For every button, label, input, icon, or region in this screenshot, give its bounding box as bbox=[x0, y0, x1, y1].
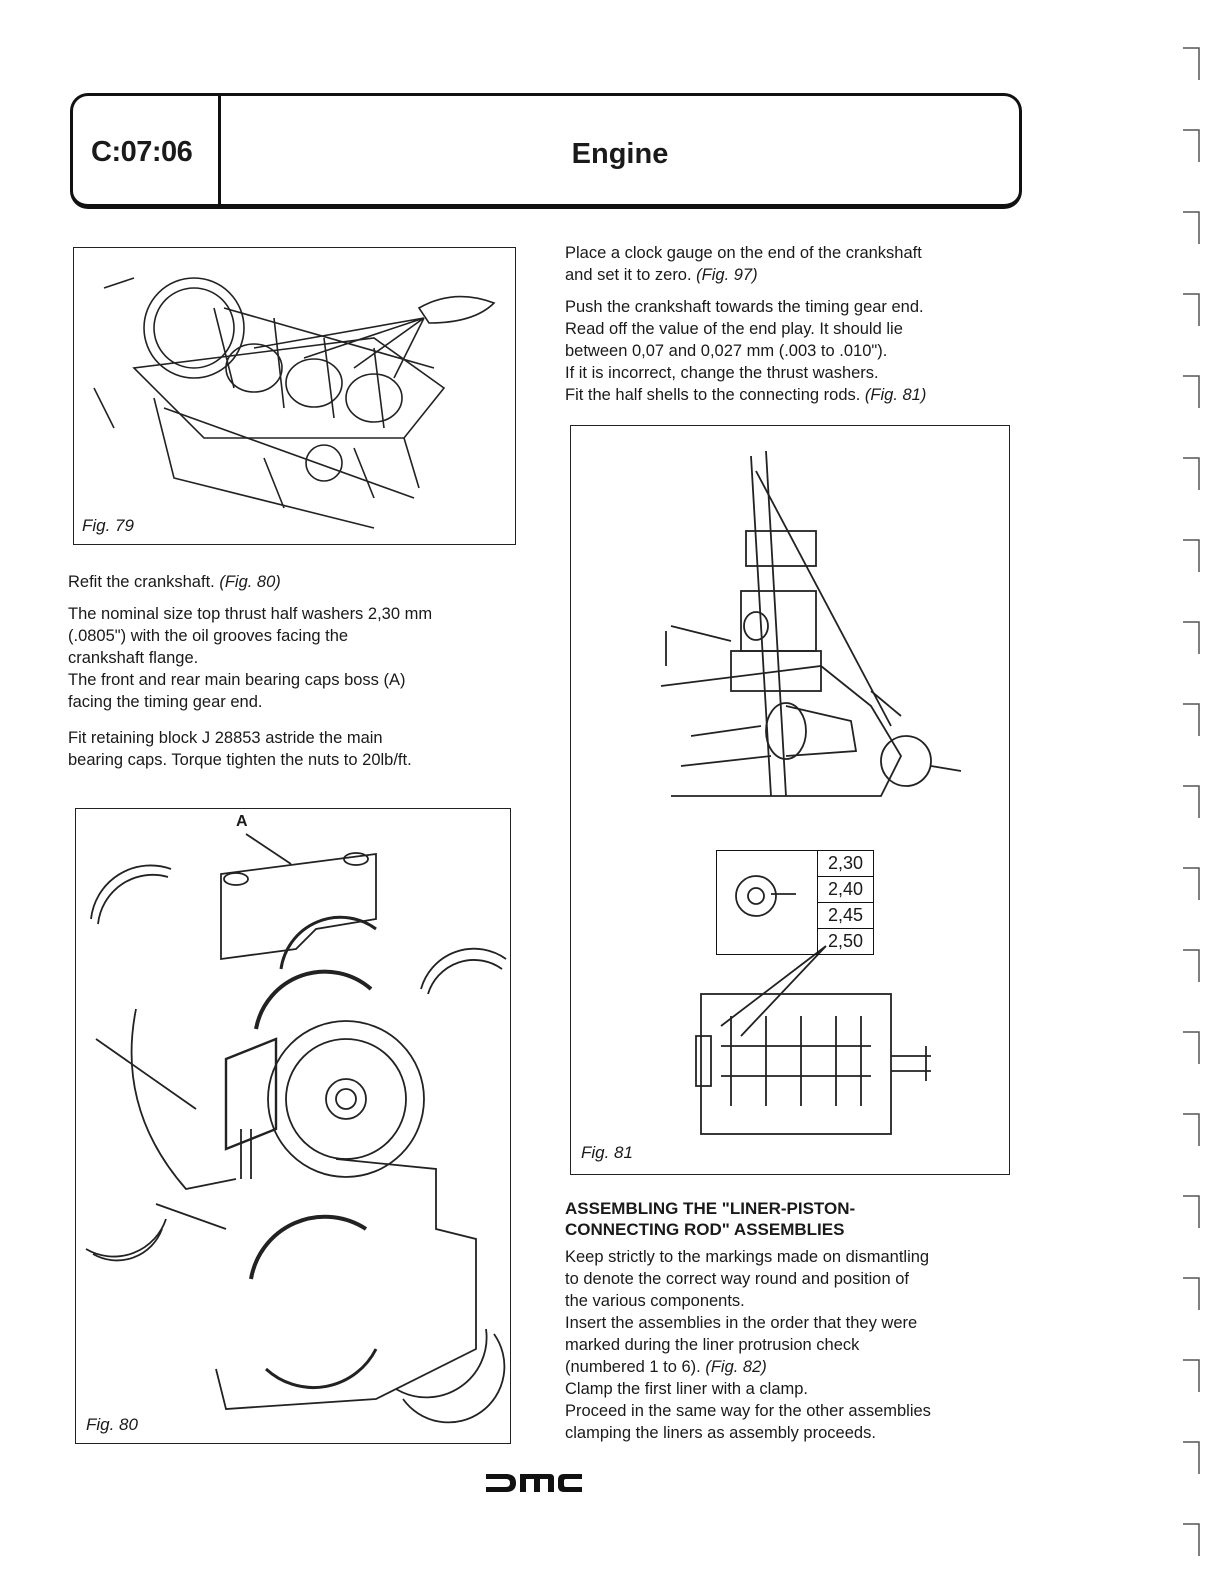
paragraph bbox=[68, 571, 528, 593]
text-line: If it is incorrect, change the thrust washers. bbox=[565, 364, 879, 382]
text-line: between 0,07 and 0,027 mm (.003 to .010"). bbox=[565, 342, 888, 360]
paragraph bbox=[68, 603, 528, 713]
engine-block-illustration bbox=[74, 248, 514, 543]
text-line bbox=[565, 264, 1015, 286]
left-column-text bbox=[68, 571, 528, 781]
right-column-text bbox=[565, 242, 1015, 416]
text-line: Fit retaining block J 28853 astride the main bbox=[68, 729, 383, 747]
text-line: marked during the liner protrusion check bbox=[565, 1336, 860, 1354]
text-line: Proceed in the same way for the other assemblies bbox=[565, 1402, 931, 1420]
text-line: clamping the liners as assembly proceeds. bbox=[565, 1424, 876, 1442]
paragraph bbox=[68, 727, 528, 771]
page-header bbox=[70, 93, 1022, 209]
text-line: bearing caps. Torque tighten the nuts to 20lb/ft. bbox=[68, 751, 412, 769]
size-value: 2,30 bbox=[818, 851, 874, 877]
text-line: Keep strictly to the markings made on dismantling bbox=[565, 1248, 930, 1266]
washer-icon-cell bbox=[717, 851, 818, 955]
text-line bbox=[565, 384, 1015, 406]
figure-caption: Fig. 80 bbox=[86, 1415, 138, 1434]
callout-label: A bbox=[236, 813, 248, 830]
right-column-lower-text bbox=[565, 1198, 1015, 1454]
text-line: Place a clock gauge on the end of the crankshaft bbox=[565, 244, 922, 262]
text-span: (numbered 1 to 6). bbox=[565, 1358, 706, 1376]
text-line: facing the timing gear end. bbox=[68, 693, 263, 711]
figure-caption: Fig. 81 bbox=[581, 1143, 633, 1162]
paragraph bbox=[565, 1246, 1015, 1444]
text-line: Read off the value of the end play. It should lie bbox=[565, 320, 903, 338]
text-line: The nominal size top thrust half washers 2,30 mm bbox=[68, 605, 433, 623]
text-line: crankshaft flange. bbox=[68, 649, 199, 667]
margin-tab-marks bbox=[1161, 0, 1221, 1592]
figure-reference: (Fig. 80) bbox=[219, 573, 281, 591]
figure-80 bbox=[75, 808, 511, 1444]
text-line: Push the crankshaft towards the timing gear end. bbox=[565, 298, 924, 316]
text-span: and set it to zero. bbox=[565, 266, 697, 284]
clock-gauge-illustration bbox=[571, 426, 1008, 1173]
figure-reference: (Fig. 97) bbox=[696, 266, 758, 284]
text-line: (.0805") with the oil grooves facing the bbox=[68, 627, 349, 645]
size-value: 2,50 bbox=[818, 929, 874, 955]
paragraph bbox=[565, 296, 1015, 406]
paragraph bbox=[565, 242, 1015, 286]
figure-caption: Fig. 79 bbox=[82, 516, 134, 535]
text-line bbox=[565, 1356, 1015, 1378]
text-line: the various components. bbox=[565, 1292, 745, 1310]
section-code: C:07:06 bbox=[91, 136, 193, 168]
dmc-logo-icon bbox=[484, 1470, 584, 1496]
size-value: 2,40 bbox=[818, 877, 874, 903]
text-line: to denote the correct way round and position of bbox=[565, 1270, 909, 1288]
size-table bbox=[716, 850, 874, 955]
figure-reference: (Fig. 82) bbox=[705, 1358, 767, 1376]
figure-81 bbox=[570, 425, 1010, 1175]
heading-line: CONNECTING ROD" ASSEMBLIES bbox=[565, 1220, 845, 1239]
heading-line: ASSEMBLING THE "LINER-PISTON- bbox=[565, 1199, 856, 1218]
size-value: 2,45 bbox=[818, 903, 874, 929]
crankshaft-bearing-illustration bbox=[76, 809, 509, 1442]
figure-79 bbox=[73, 247, 516, 545]
section-heading bbox=[565, 1198, 1015, 1240]
text-span: Fit the half shells to the connecting rods. bbox=[565, 386, 865, 404]
text-line: Clamp the first liner with a clamp. bbox=[565, 1380, 808, 1398]
text-line: The front and rear main bearing caps boss (A) bbox=[68, 671, 406, 689]
text-line: Insert the assemblies in the order that they were bbox=[565, 1314, 918, 1332]
text-line: Refit the crankshaft. bbox=[68, 573, 220, 591]
figure-reference: (Fig. 81) bbox=[864, 386, 927, 404]
page-title: Engine bbox=[571, 138, 669, 170]
